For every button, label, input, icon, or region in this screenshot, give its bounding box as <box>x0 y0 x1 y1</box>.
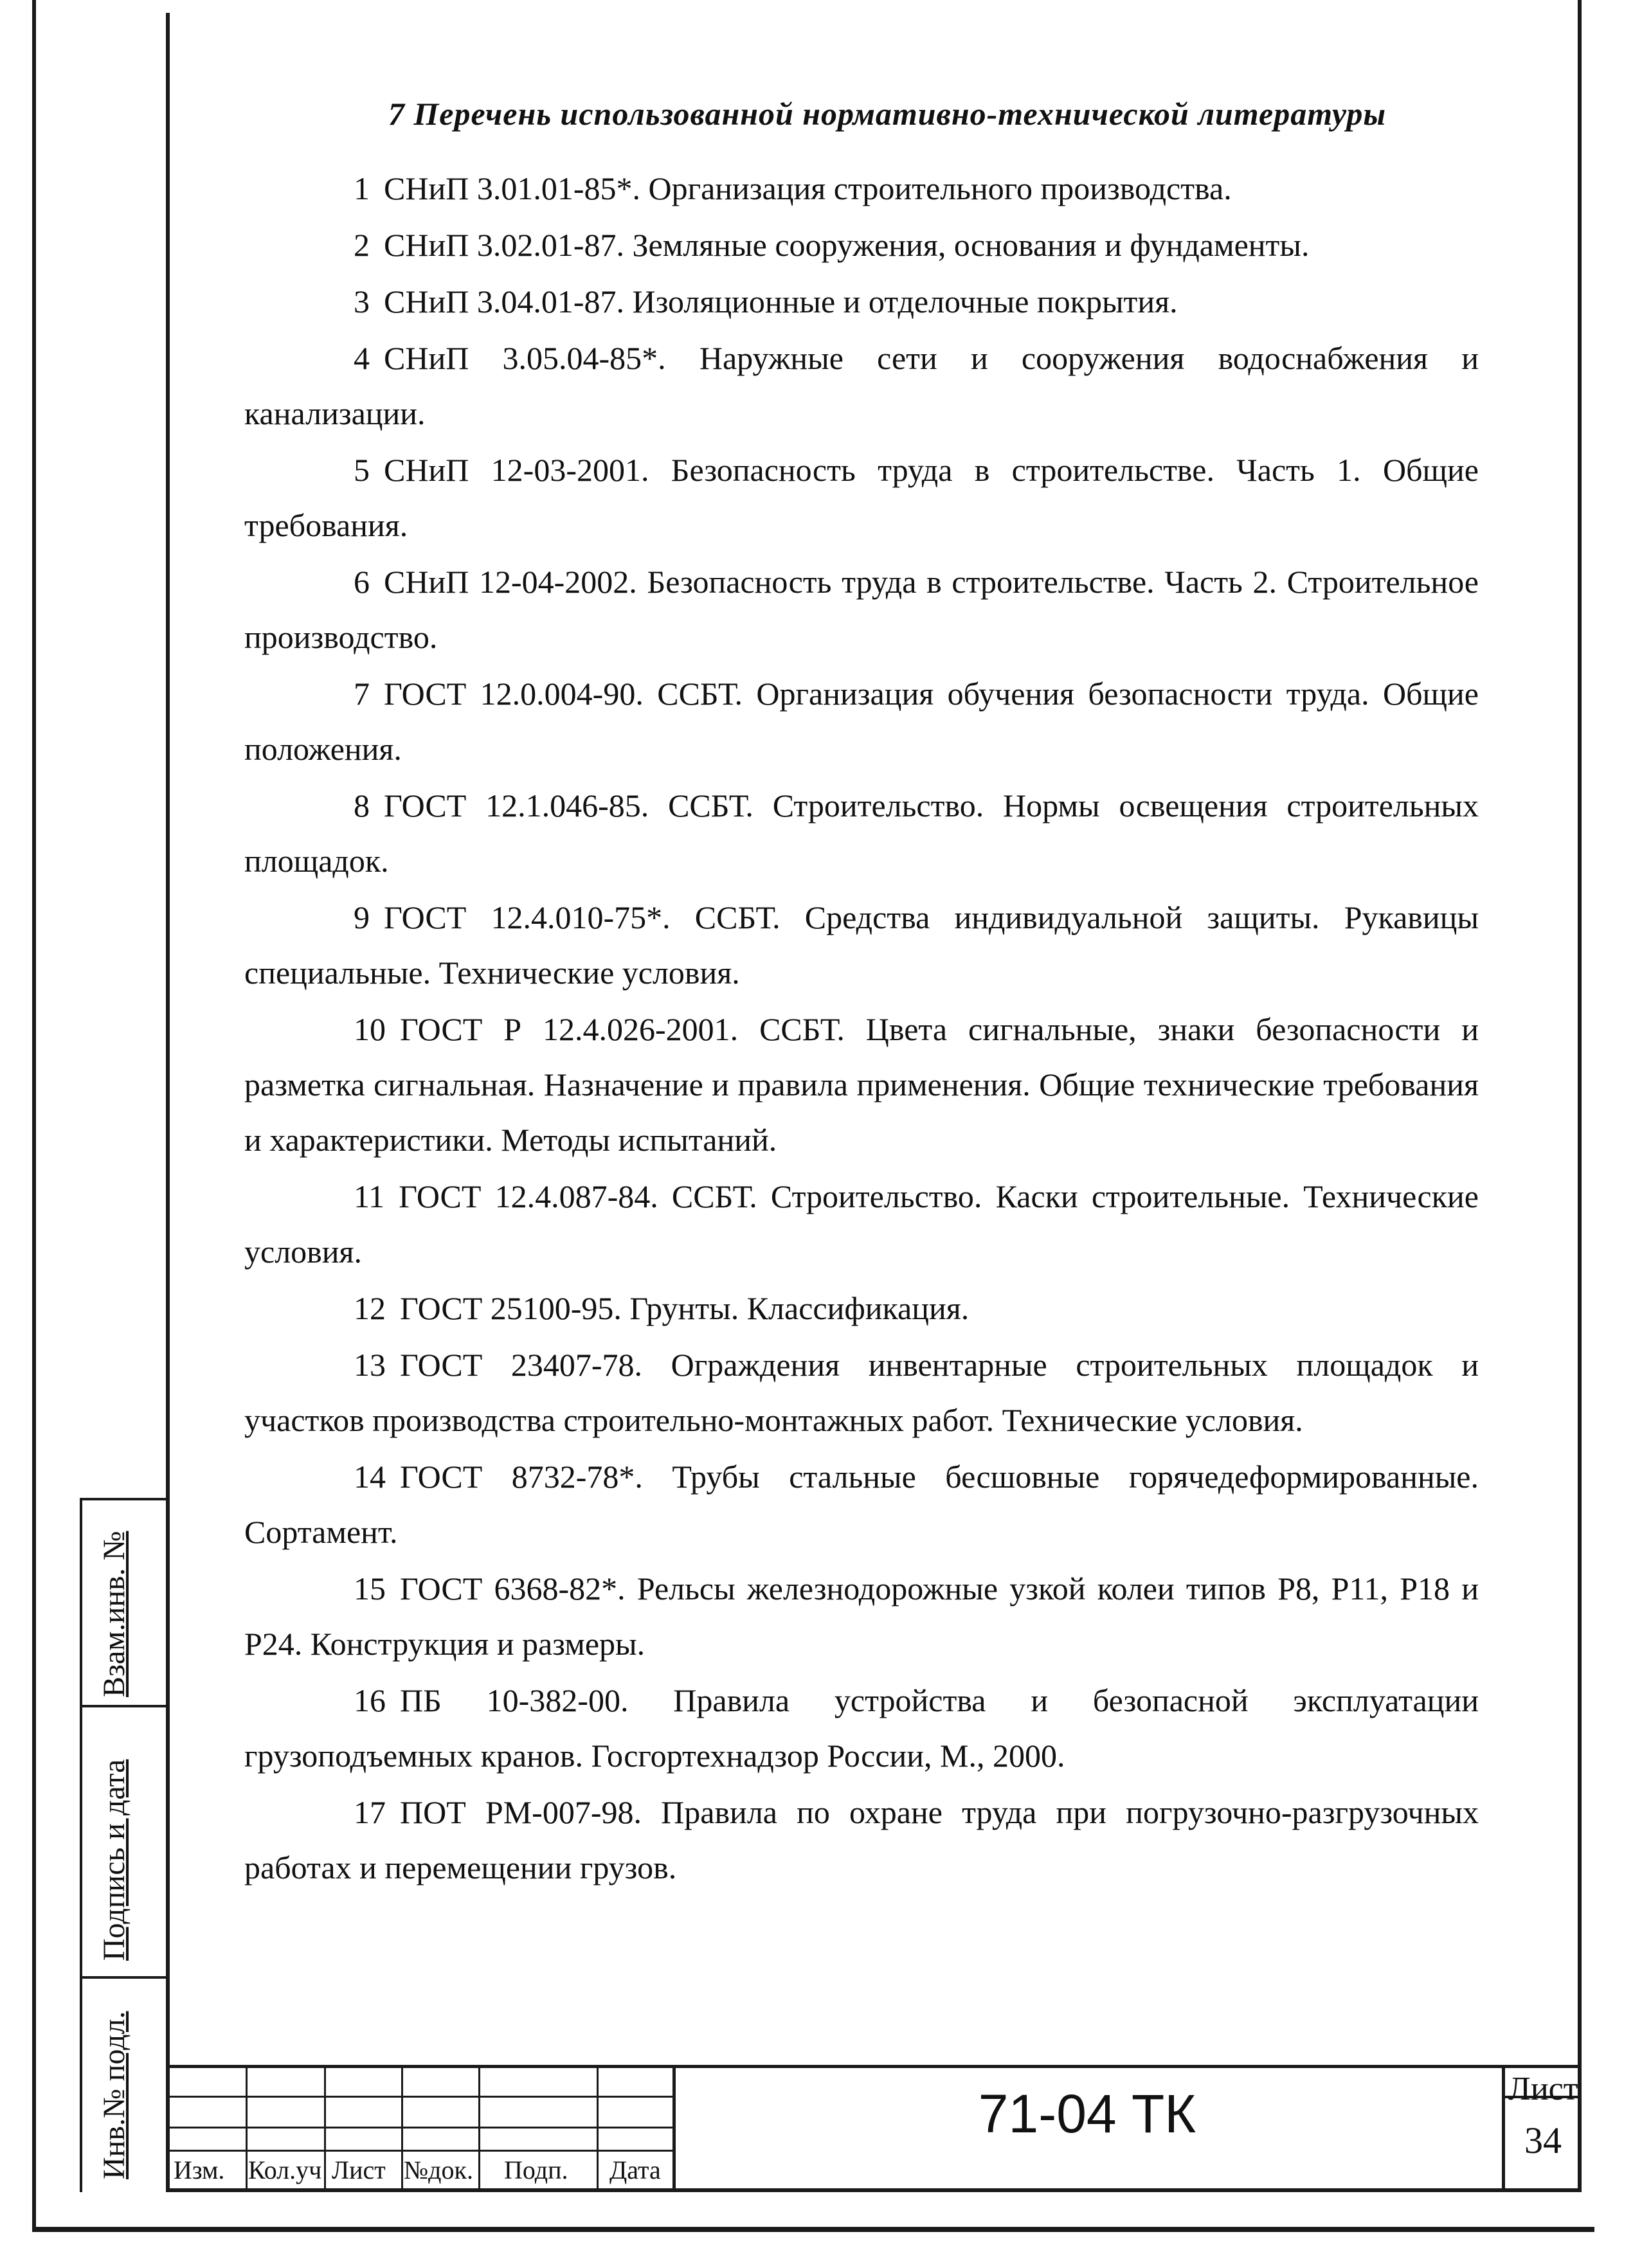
reference-number: 17 <box>354 1794 386 1830</box>
reference-text: СНиП 3.04.01-87. Изоляционные и отделочные покрытия. <box>384 284 1178 320</box>
reference-text: ГОСТ 25100-95. Грунты. Классификация. <box>400 1290 970 1326</box>
reference-text: СНиП 12-04-2002. Безопасность труда в строительстве. Часть 2. Строительное производство. <box>244 564 1479 655</box>
title-block-col-doc-number: №док. <box>404 2156 473 2184</box>
reference-number: 12 <box>354 1290 386 1326</box>
reference-item <box>244 666 1479 777</box>
reference-number: 9 <box>354 899 370 935</box>
reference-number: 14 <box>354 1459 386 1495</box>
reference-number: 15 <box>354 1571 386 1607</box>
side-stamp-divider <box>80 1498 167 1500</box>
reference-text: ГОСТ 12.1.046-85. ССБТ. Строительство. Нормы освещения строительных площадок. <box>244 788 1479 879</box>
document-code: 71-04 ТК <box>978 2084 1196 2144</box>
title-block-col-sheet: Лист <box>332 2156 386 2184</box>
reference-item <box>244 1449 1479 1560</box>
title-block-col-date: Дата <box>609 2156 661 2184</box>
title-block-col-signature: Подп. <box>504 2156 568 2184</box>
title-block-column-line <box>478 2065 480 2191</box>
frame-bottom-border <box>166 2188 1582 2192</box>
reference-list <box>244 161 1479 1896</box>
reference-item <box>244 442 1479 553</box>
title-block-col-change: Изм. <box>174 2156 225 2184</box>
title-block-column-line <box>401 2065 403 2191</box>
sheet-number: 34 <box>1524 2120 1562 2161</box>
side-stamp-original-inventory: Инв.№ подл. <box>97 2011 131 2179</box>
reference-item <box>244 1002 1479 1167</box>
reference-item <box>244 1561 1479 1671</box>
reference-number: 1 <box>354 170 370 206</box>
side-stamp-divider <box>80 1976 167 1979</box>
reference-text: ГОСТ Р 12.4.026-2001. ССБТ. Цвета сигнальные, знаки безопасности и разметка сигнальная. Назначение и правила применения. Общие технические требования и характеристики. Методы испытаний. <box>244 1011 1479 1158</box>
reference-number: 13 <box>354 1347 386 1383</box>
reference-item <box>244 1169 1479 1279</box>
reference-number: 6 <box>354 564 370 600</box>
reference-item <box>244 274 1479 329</box>
reference-text: ГОСТ 8732-78*. Трубы стальные бесшовные горячедеформированные. Сортамент. <box>244 1459 1479 1550</box>
reference-number: 7 <box>354 676 370 712</box>
side-stamp-replacement-inventory: Взам.инв. № <box>97 1531 131 1697</box>
reference-item <box>244 554 1479 665</box>
reference-text: СНиП 3.02.01-87. Земляные сооружения, основания и фундаменты. <box>384 227 1310 263</box>
side-stamp-border <box>80 1498 82 2192</box>
reference-item <box>244 890 1479 1000</box>
reference-number: 2 <box>354 227 370 263</box>
reference-number: 5 <box>354 452 370 488</box>
reference-text: СНиП 12-03-2001. Безопасность труда в строительстве. Часть 1. Общие требования. <box>244 452 1479 543</box>
reference-number: 4 <box>354 340 370 376</box>
reference-item <box>244 217 1479 273</box>
side-stamp-divider <box>80 1705 167 1707</box>
reference-number: 3 <box>354 284 370 320</box>
reference-number: 8 <box>354 788 370 824</box>
reference-text: ПБ 10-382-00. Правила устройства и безопасной эксплуатации грузоподъемных кранов. Госгортехнадзор России, М., 2000. <box>244 1682 1479 1774</box>
frame-outer-bottom-border <box>32 2227 1594 2232</box>
sheet-label: Лист <box>1508 2071 1578 2107</box>
reference-number: 16 <box>354 1682 386 1718</box>
reference-item <box>244 1785 1479 1895</box>
reference-text: ГОСТ 6368-82*. Рельсы железнодорожные узкой колеи типов Р8, Р11, Р18 и Р24. Конструкция и размеры. <box>244 1571 1479 1662</box>
frame-right-border <box>1578 0 1582 2192</box>
reference-item <box>244 1337 1479 1448</box>
reference-text: ГОСТ 12.4.010-75*. ССБТ. Средства индивидуальной защиты. Рукавицы специальные. Технические условия. <box>244 899 1479 991</box>
title-block-column-line <box>597 2065 599 2191</box>
title-block-column-line <box>324 2065 326 2191</box>
frame-left-border <box>166 13 170 2192</box>
reference-text: ГОСТ 12.4.087-84. ССБТ. Строительство. Каски строительные. Технические условия. <box>244 1178 1479 1270</box>
reference-text: ПОТ РМ-007-98. Правила по охране труда при погрузочно-разгрузочных работах и перемещении грузов. <box>244 1794 1479 1886</box>
reference-text: ГОСТ 23407-78. Ограждения инвентарные строительных площадок и участков производства строительно-монтажных работ. Технические условия. <box>244 1347 1479 1438</box>
reference-text: СНиП 3.01.01-85*. Организация строительного производства. <box>384 170 1232 206</box>
title-block-col-count: Кол.уч <box>248 2156 322 2184</box>
reference-number: 11 <box>354 1178 385 1214</box>
title-block-column-line <box>246 2065 248 2191</box>
reference-item <box>244 1281 1479 1336</box>
reference-item <box>244 1673 1479 1783</box>
reference-text: СНиП 3.05.04-85*. Наружные сети и сооружения водоснабжения и канализации. <box>244 340 1479 431</box>
reference-item <box>244 330 1479 441</box>
reference-item <box>244 161 1479 216</box>
reference-item <box>244 778 1479 888</box>
reference-text: ГОСТ 12.0.004-90. ССБТ. Организация обучения безопасности труда. Общие положения. <box>244 676 1479 767</box>
reference-number: 10 <box>354 1011 386 1047</box>
title-block-top-border <box>166 2065 1582 2068</box>
side-stamp-signature-date: Подпись и дата <box>97 1759 131 1961</box>
section-heading: 7 Перечень использованной нормативно-технической литературы <box>388 96 1387 132</box>
frame-outer-left-border <box>32 0 36 2231</box>
